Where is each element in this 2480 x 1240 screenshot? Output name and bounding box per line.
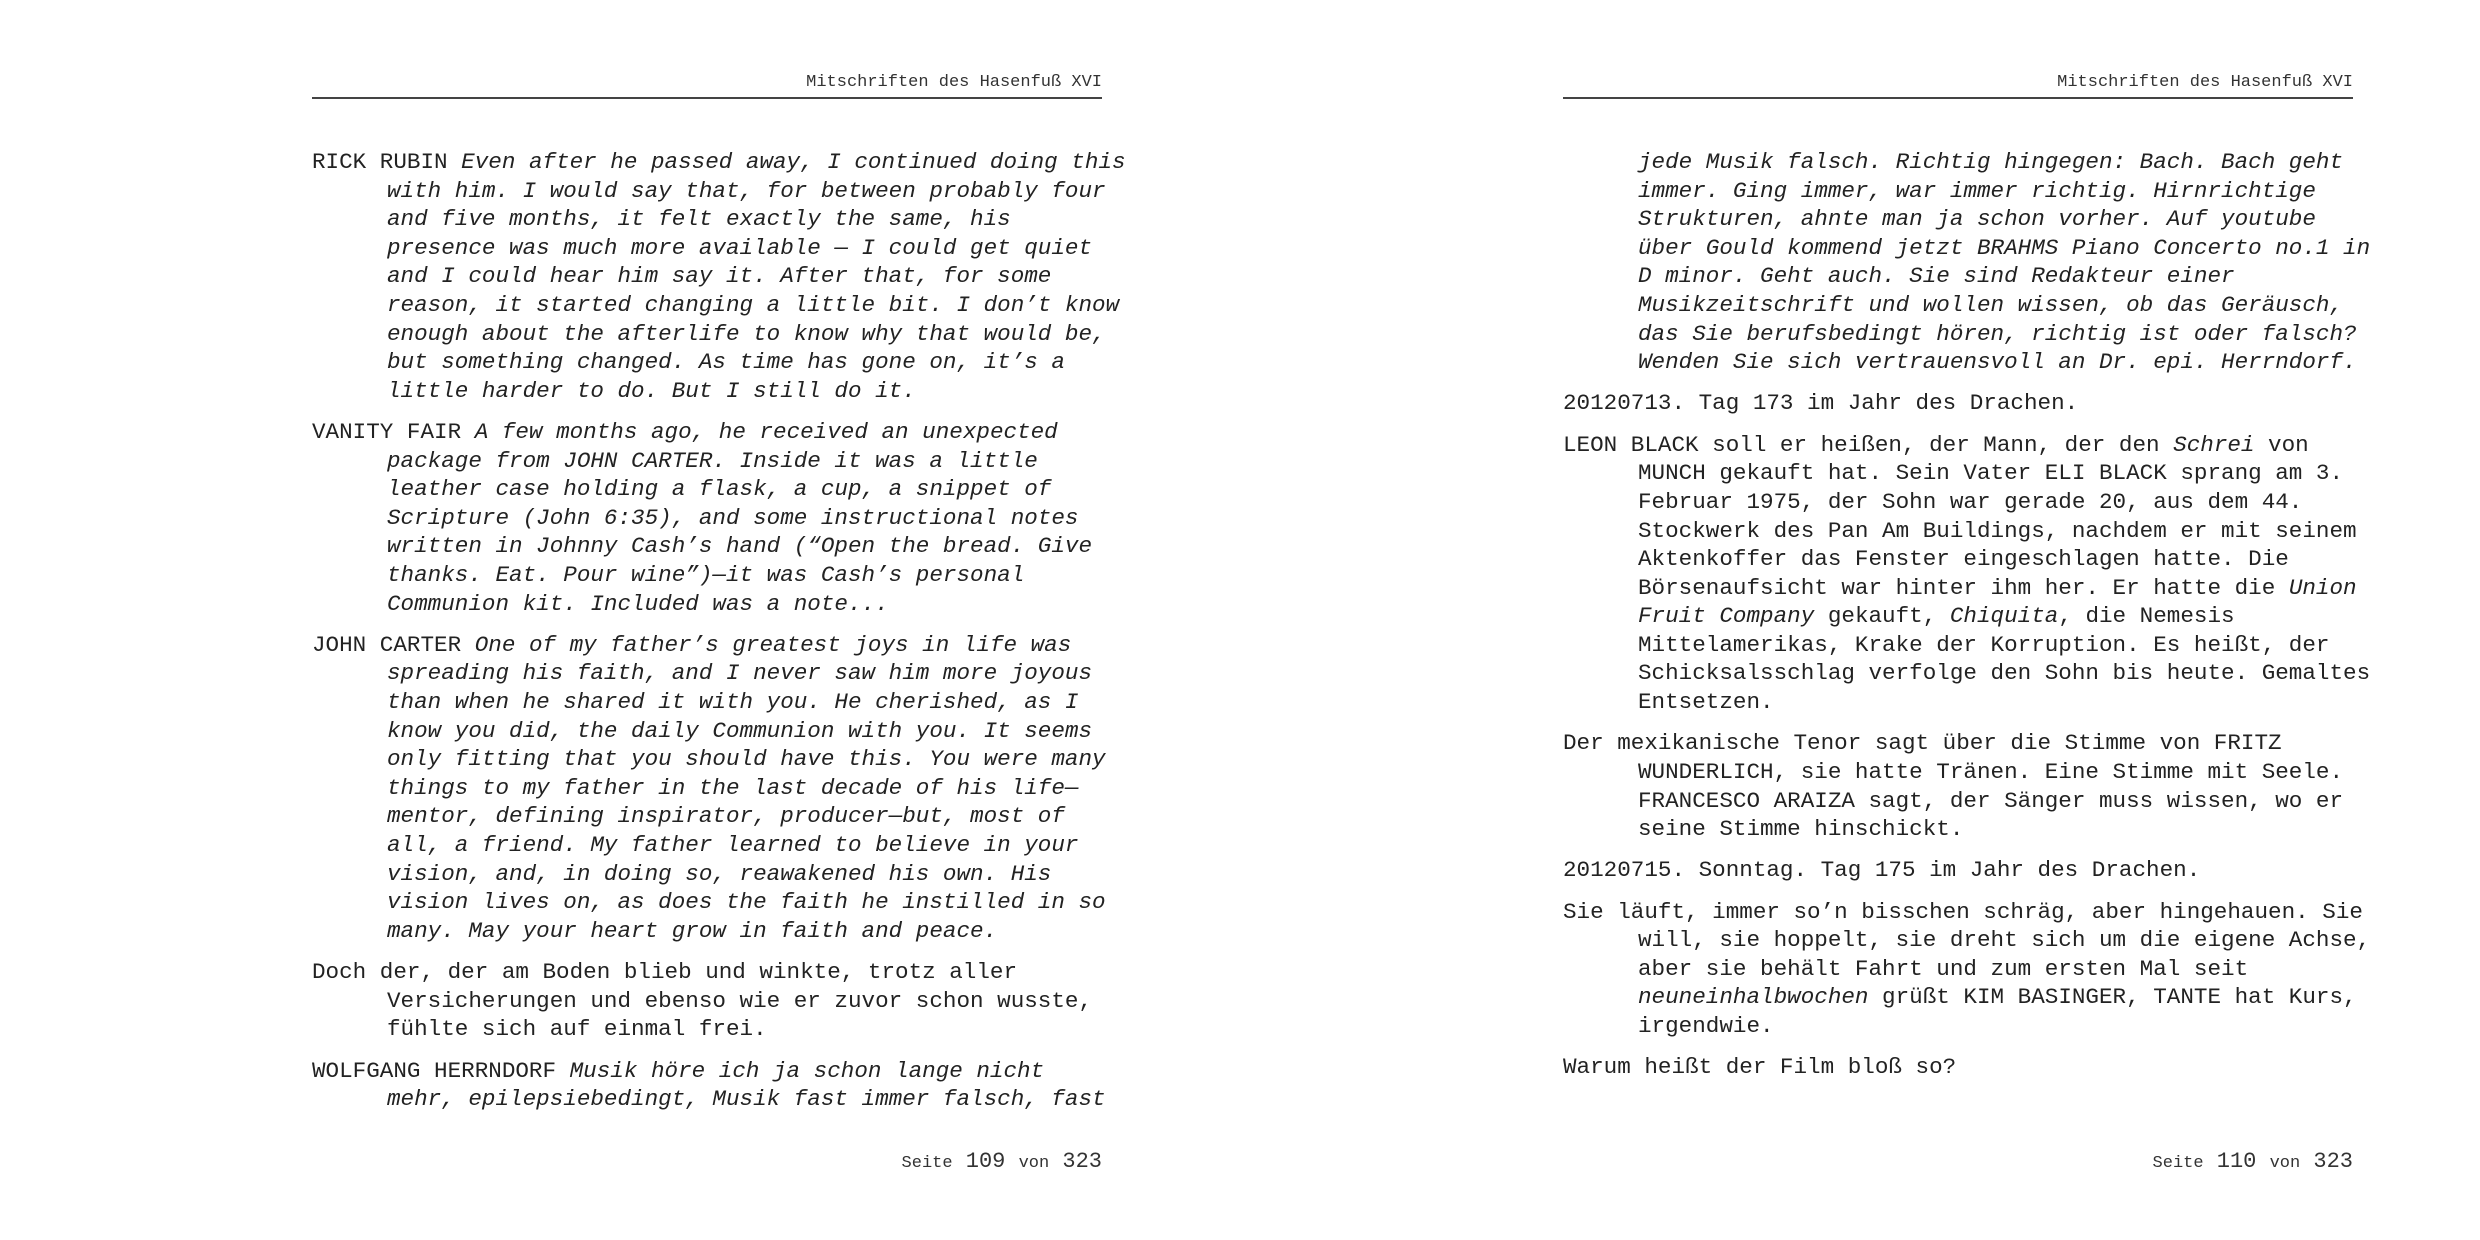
running-head: Mitschriften des Hasenfuß XVI bbox=[806, 73, 1102, 92]
speaker-name: WOLFGANG HERRNDORF bbox=[312, 1057, 557, 1084]
header-rule bbox=[1563, 97, 2353, 99]
entry-rick-rubin: RICK RUBIN Even after he passed away, I continued doing this with him. I would say that, for between probably four and five months, it felt exactly the same, his presence was much more available — I could get quiet and I could hear him say it. After that, for some reason, it started changing a little bit. I don’t know enough about the afterlife to know why that would be, but something changed. As time has gone on, it’s a little harder to do. But I still do it. bbox=[312, 149, 1126, 404]
page-body bbox=[1563, 148, 2371, 1095]
page-number: Seite 109 von 323 bbox=[901, 1149, 1102, 1174]
entry-continuation: jede Musik falsch. Richtig hingegen: Bach. Bach geht immer. Ging immer, war immer richtig. Hirnrichtige Strukturen, ahnte man ja schon vorher. Auf youtube über Gould kommend jetzt BRAHMS Piano Concerto no.1 in D minor. Geht auch. Sie sind Redakteur einer Musikzeitschrift und wollen wissen, ob das Geräusch, das Sie berufsbedingt hören, richtig ist oder falsch? Wenden Sie sich vertrauensvoll an Dr. epi. Herrndorf. bbox=[1638, 149, 2371, 376]
entry-tenor: Der mexikanische Tenor sagt über die Stimme von FRITZ WUNDERLICH, sie hatte Tränen. Eine Stimme mit Seele. FRANCESCO ARAIZA sagt, der Sänger muss wissen, wo er seine Stimme hinschickt. bbox=[1563, 730, 2344, 843]
entry-doch-der: Doch der, der am Boden blieb und winkte, trotz aller Versicherungen und ebenso wie er zuvor schon wusste, fühlte sich auf einmal frei. bbox=[312, 959, 1093, 1043]
page-number: Seite 110 von 323 bbox=[2152, 1149, 2353, 1174]
running-head: Mitschriften des Hasenfuß XVI bbox=[2057, 73, 2353, 92]
header-rule bbox=[312, 97, 1102, 99]
date-heading: 20120713. Tag 173 im Jahr des Drachen. bbox=[1563, 390, 2079, 417]
speaker-name: RICK RUBIN bbox=[312, 149, 448, 175]
entry-wolfgang-herrndorf: WOLFGANG HERRNDORF Musik höre ich ja schon lange nicht mehr, epilepsiebedingt, Musik fast immer falsch, fast bbox=[312, 1057, 1106, 1113]
page-body bbox=[312, 148, 1126, 1126]
date-heading: 20120715. Sonntag. Tag 175 im Jahr des Drachen. bbox=[1563, 857, 2201, 884]
entry-vanity-fair: VANITY FAIR A few months ago, he received an unexpected package from JOHN CARTER. Inside it was a little leather case holding a flask, a cup, a snippet of Scripture (John 6:35), and some instructional notes written in Johnny Cash’s hand (“Open the bread. Give thanks. Eat. Pour wine”)—it was Cash’s personal Communion kit. Included was a note... bbox=[312, 419, 1093, 617]
entry-john-carter: JOHN CARTER One of my father’s greatest joys in life was spreading his faith, and I never saw him more joyous than when he shared it with you. He cherished, as I know you did, the daily Communion with you. It seems only fitting that you should have this. You were many things to my father in the last decade of his life— mentor, defining inspirator, producer—but, most of all, a friend. My father learned to believe in your vision, and, in doing so, reawakened his own. His vision lives on, as does the faith he instilled in so many. May your heart grow in faith and peace. bbox=[312, 631, 1106, 944]
left-page bbox=[312, 0, 1126, 1240]
right-page bbox=[1563, 0, 2371, 1240]
entry-sie-laeuft: Sie läuft, immer so’n bisschen schräg, aber hingehauen. Sie will, sie hoppelt, sie dreht sich um die eigene Achse, aber sie behält Fahrt und zum ersten Mal seit neuneinhalbwochen grüßt KIM BASINGER, TANTE hat Kurs, irgendwie. bbox=[1563, 898, 2371, 1040]
speaker-name: JOHN CARTER bbox=[312, 631, 462, 658]
entry-leon-black: LEON BLACK soll er heißen, der Mann, der den Schrei von MUNCH gekauft hat. Sein Vater ELI BLACK sprang am 3. Februar 1975, der Sohn war gerade 20, aus dem 44. Stockwerk des Pan Am Buildings, nachdem er mit seinem Aktenkoffer das Fenster eingeschlagen hatte. Die Börsenaufsicht war hinter ihm her. Er hatte die Union Fruit Company gekauft, Chiquita, die Nemesis Mittelamerikas, Krake der Korruption. Es heißt, der Schicksalsschlag verfolge den Sohn bis heute. Gemaltes Entsetzen. bbox=[1563, 431, 2371, 716]
speaker-name: VANITY FAIR bbox=[312, 419, 462, 446]
entry-question: Warum heißt der Film bloß so? bbox=[1563, 1054, 1957, 1081]
